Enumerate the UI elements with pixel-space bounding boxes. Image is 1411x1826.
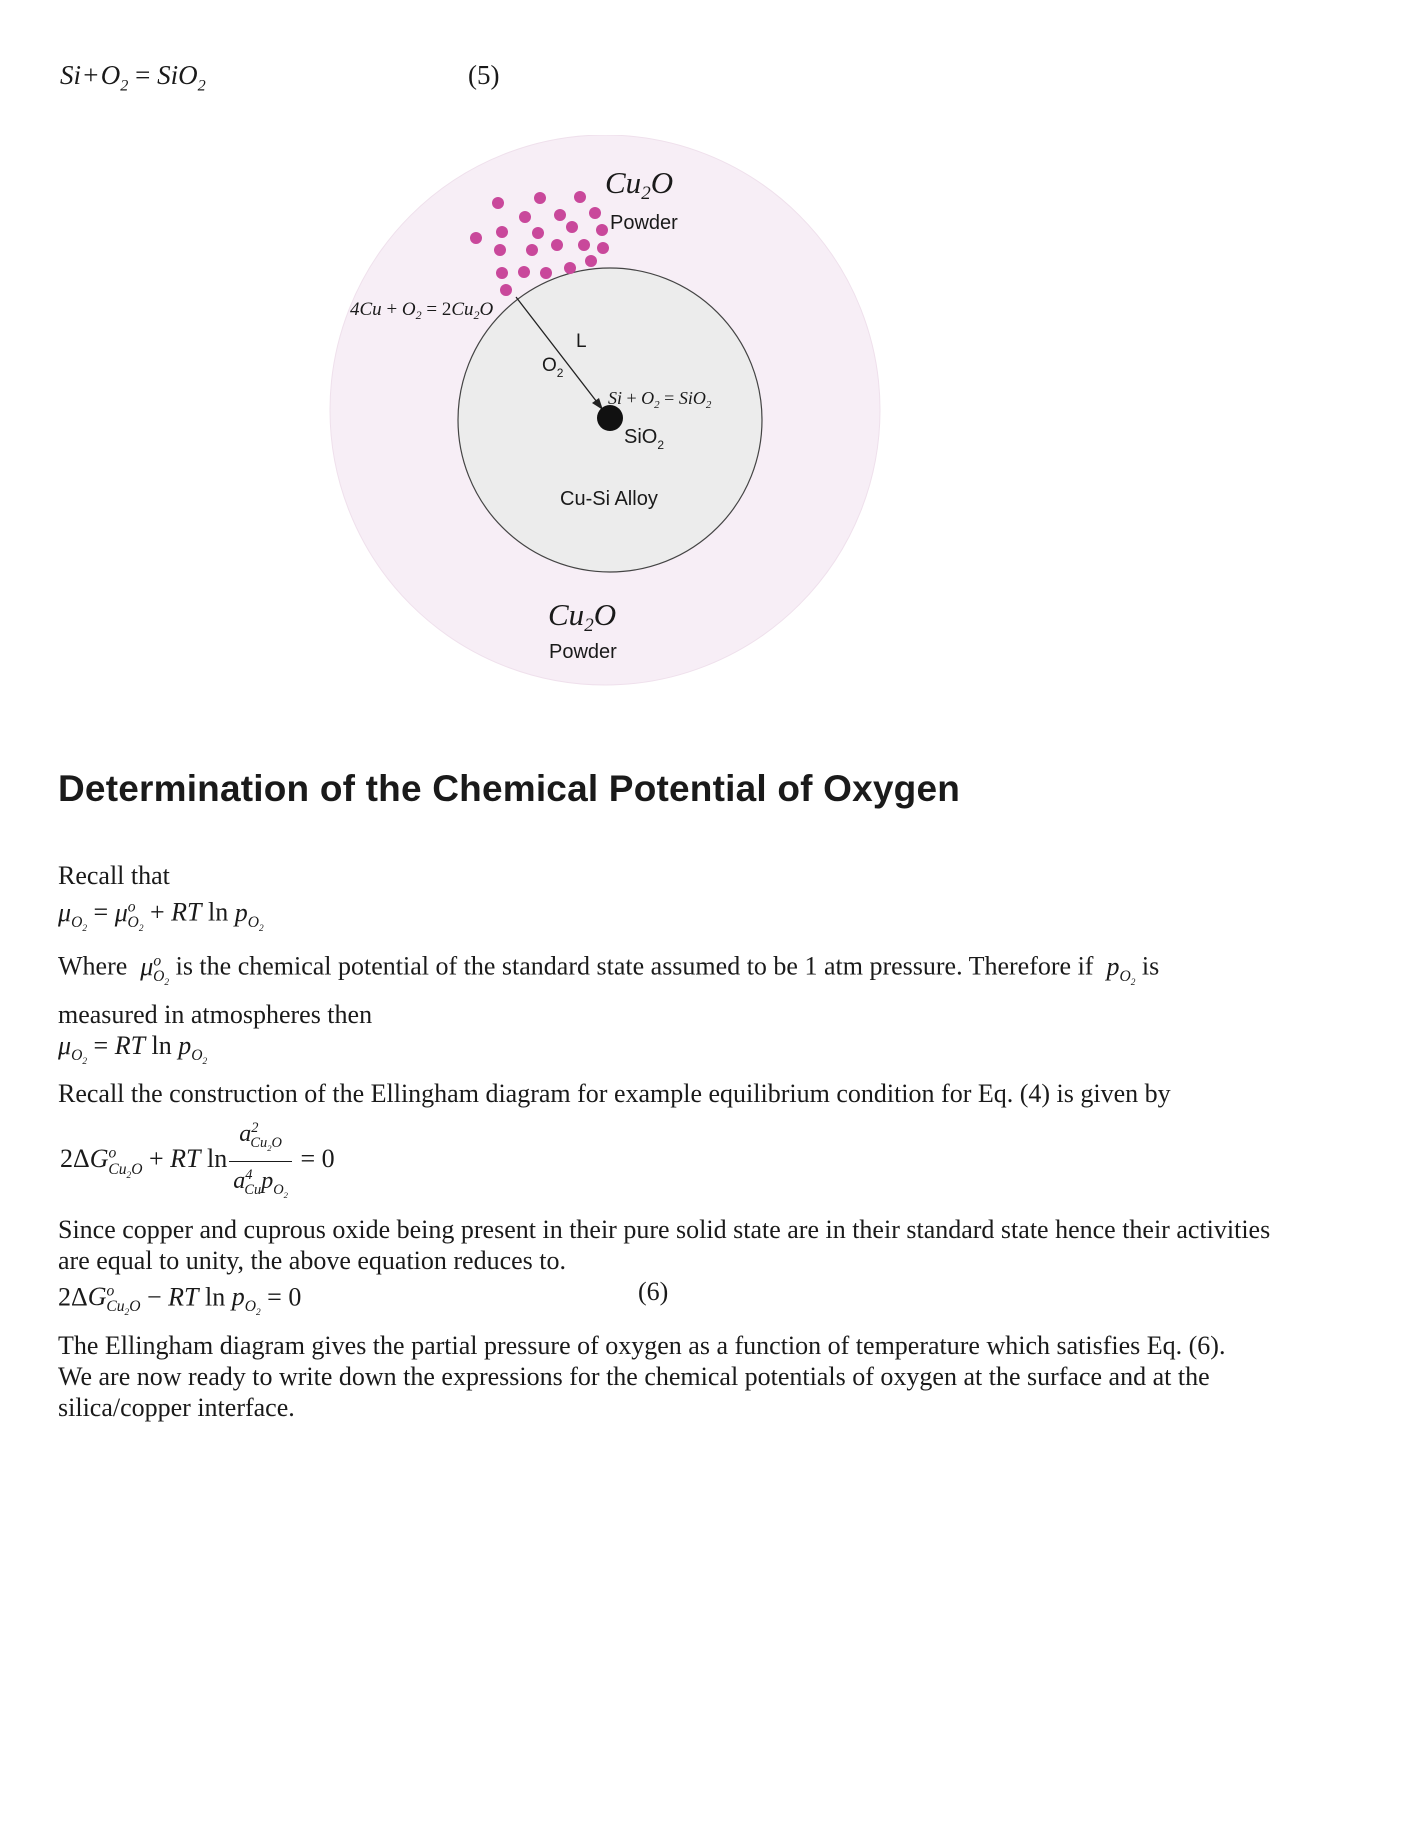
- core-label: SiO$_2$: [624, 426, 665, 452]
- bottom-powder-label: Powder: [549, 641, 617, 663]
- cu-oxidation-reaction: $4Cu + O_2 = 2Cu_2O$: [350, 299, 494, 322]
- si-oxidation-reaction: $Si + O_2 = SiO_2$: [608, 388, 712, 411]
- oxidation-diagram: [320, 135, 890, 695]
- measured-sentence: measured in atmospheres then: [58, 999, 373, 1029]
- equation-equilibrium: $2\Delta G^o_{Cu_2O}$ + RT ln $\frac{a^2_{Cu_2O}}{a^4_{Cu}p_{O_2}}$ = 0: [60, 1115, 1358, 1207]
- since-line-2: are equal to unity, the above equation reduces to.: [58, 1245, 567, 1275]
- section-heading: Determination of the Chemical Potential of Oxygen: [58, 768, 961, 809]
- top-powder-label: Powder: [610, 212, 678, 234]
- final-line-3: silica/copper interface.: [58, 1392, 295, 1422]
- since-line-1: Since copper and cuprous oxide being present in their pure solid state are in their standard state hence their activities: [58, 1214, 1271, 1244]
- oxygen-label: $O_2$: [542, 355, 564, 380]
- ellingham-intro: Recall the construction of the Ellingham diagram for example equilibrium condition for Eq. (4) is given by: [58, 1079, 1171, 1109]
- recall-that: Recall that: [58, 861, 170, 890]
- final-line-2: We are now ready to write down the expressions for the chemical potentials of oxygen at the surface and at the: [58, 1361, 1210, 1391]
- sio2-core: [597, 405, 623, 431]
- equation-6: $2\Delta G^o_{Cu_2O}$ − RT $\ln p_{O_2} = 0$ (6): [58, 1276, 669, 1319]
- body-text: [58, 860, 1358, 1423]
- alloy-label: Cu-Si Alloy: [560, 488, 658, 510]
- bottom-cu2o-formula: Cu2O: [548, 597, 617, 636]
- final-line-1: The Ellingham diagram gives the partial pressure of oxygen as a function of temperature which satisfies Eq. (6).: [58, 1330, 1226, 1360]
- equation-number-6: (6): [638, 1276, 669, 1306]
- top-cu2o-formula: Cu2O: [605, 165, 674, 204]
- equation-chemical-potential: $\mu_{O_2} = \mu^o_{O_2}$ + RT $\ln p_{O_2}$: [58, 897, 264, 934]
- equation-number-5: (5): [468, 60, 500, 90]
- radius-label: L: [576, 331, 587, 352]
- equation-5: Si + $O_2 = SiO_2$: [60, 60, 206, 95]
- equation-potential-simplified: $\mu_{O_2}$ = RT $\ln p_{O_2}$: [58, 1030, 208, 1068]
- where-sentence: Where $\mu^o_{O_2}$ is the chemical potential of the standard state assumed to be 1 atm pressure. Therefore if $p_{O_2}$ is: [58, 951, 1160, 988]
